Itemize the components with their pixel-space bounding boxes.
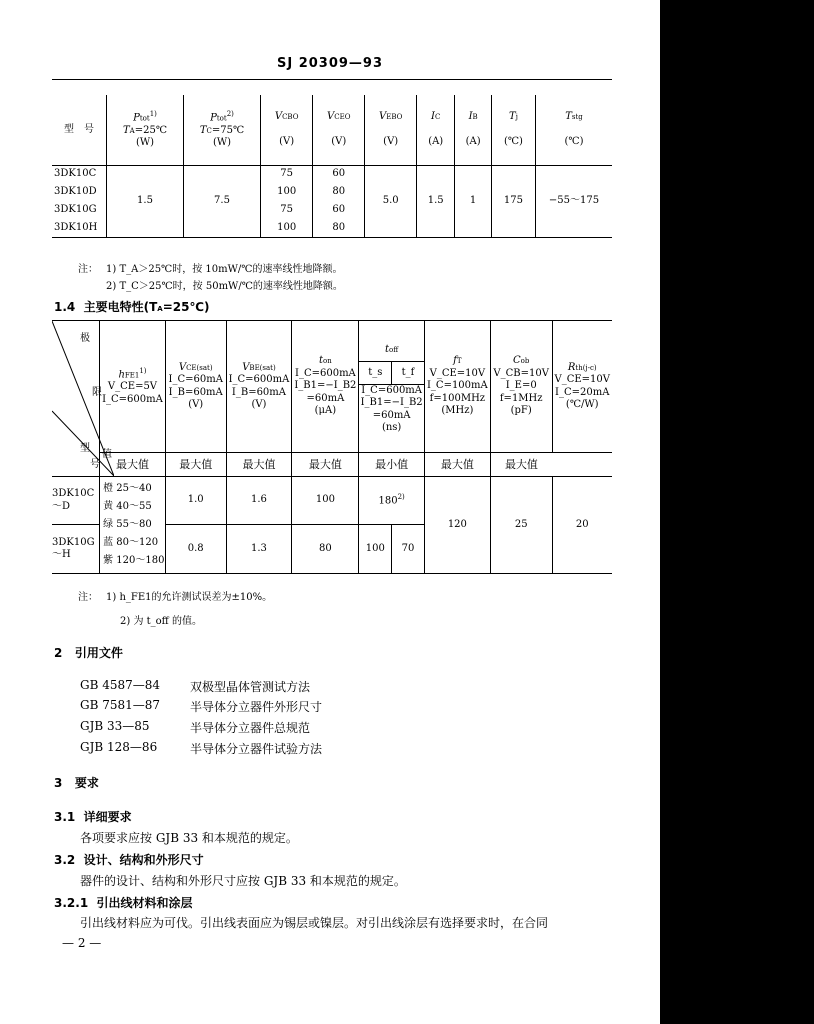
toff-header: toff t_s t_f I_C=600mA I_B1=−I_B2 =60mA (ns) [359,321,424,453]
vbesat-value: 1.6 [226,477,292,525]
ft-header: fT V_CE=10V I_C=100mA f=100MHz (MHz) [424,321,490,453]
type-header: 型 号 [52,95,107,165]
vbesat-value: 1.3 [226,525,292,574]
vcbo-header: VCBO (V) [261,95,313,165]
limit-label: 最大值 [165,453,226,477]
vcbo-value: 75 [261,165,313,183]
vceo-value: 80 [313,183,365,201]
note-2: 2) 为 t_off 的值。 [120,616,202,627]
vcesat-value: 0.8 [165,525,226,574]
section-3-2-heading: 3.2 设计、结构和外形尺寸 [54,853,204,867]
note-1: 1) h_FE1的允许测试误差为±10%。 [106,592,273,603]
hfe-bin: 黄 40～55 [103,501,152,512]
page-number: — 2 — [62,936,102,950]
ptot-a-value: 1.5 [107,165,184,237]
corner-cell [52,321,112,477]
vcbo-value: 75 [261,201,313,219]
ic-value: 1.5 [417,165,455,237]
note-label: 注： [78,264,98,275]
cob-header: Cob V_CB=10V I_E=0 f=1MHz (pF) [490,321,552,453]
ton-value: 100 [292,477,359,525]
characteristics-table [52,320,612,574]
hfe-bin: 紫 120～180 [103,555,165,566]
ratings-table [52,95,612,238]
type-range-1: 3DK10C～D [52,477,100,525]
ib-value: 1 [455,165,492,237]
ton-value: 80 [292,525,359,574]
vebo-value: 5.0 [365,165,417,237]
vceo-value: 80 [313,219,365,237]
ic-header: IC (A) [417,95,455,165]
toff-value: 180$^{2)}$ [359,477,424,525]
corner-label: 号 [90,459,100,470]
section-3-heading: 3 要求 [54,776,99,790]
limit-label: 最大值 [424,453,490,477]
cob-value: 25 [490,477,552,574]
ref-title: 半导体分立器件试验方法 [190,742,323,756]
vceo-header: VCEO (V) [313,95,365,165]
toff-split-value [359,525,424,574]
corner-label: 型 [80,443,90,454]
tf-label: t_f [401,366,415,378]
vcesat-value: 1.0 [165,477,226,525]
section-3-2-1-text: 引出线材料应为可伐。引出线表面应为锡层或镍层。对引出线涂层有选择要求时，在合同 [80,916,549,930]
section-3-1-heading: 3.1 详细要求 [54,810,132,824]
document-code: SJ 20309—93 [276,56,384,71]
rth-header: Rth(j-c) V_CE=10V I_C=20mA (℃/W) [552,321,612,453]
vceo-value: 60 [313,201,365,219]
ptot-c-header: Ptot$^{2)}$ TC=75℃ (W) [184,95,261,165]
vcbo-value: 100 [261,183,313,201]
section-3-1-text: 各项要求应按 GJB 33 和本规范的规定。 [80,831,298,845]
ptot-a-header: Ptot$^{1)}$ TA=25℃ (W) [107,95,184,165]
header-rule [52,79,612,80]
limit-label: 最小值 [359,453,424,477]
corner-label: 限 [92,387,102,398]
ton-header: ton I_C=600mA I_B1=−I_B2 =60mA (μA) [292,321,359,453]
section-3-2-1-heading: 3.2.1 引出线材料和涂层 [54,896,193,910]
limit-label: 最大值 [226,453,292,477]
limit-label: 最大值 [490,453,552,477]
hfe-header: hFE1$^{1)}$ V_CE=5V I_C=600mA [100,321,166,453]
section-1-4-heading: 1.4 主要电特性(TA=25℃) [54,300,210,314]
type-cell: 3DK10G [54,203,97,215]
ref-code: GJB 33—85 [80,719,150,733]
rth-value: 20 [552,477,612,574]
hfe-bin: 橙 25～40 [103,483,152,494]
vcbo-value: 100 [261,219,313,237]
section-2-heading: 2 引用文件 [54,646,123,660]
tstg-header: Tstg (℃) [536,95,613,165]
tstg-value: −55～175 [536,165,613,237]
ib-header: IB (A) [455,95,492,165]
ref-code: GJB 128—86 [80,740,158,754]
note-label: 注： [78,592,98,603]
ref-code: GB 4587—84 [80,678,161,692]
hfe-bin: 绿 55～80 [103,519,152,530]
corner-label: 极 [80,333,90,344]
vebo-header: VEBO (V) [365,95,417,165]
type-cell: 3DK10C [54,168,97,179]
ts-value: 100 [359,525,392,573]
tj-value: 175 [491,165,535,237]
ts-label: t_s [359,362,392,384]
corner-label: 值 [102,449,112,460]
ref-title: 双极型晶体管测试方法 [190,680,311,694]
ref-title: 半导体分立器件外形尺寸 [190,700,323,714]
tf-value: 70 [401,543,415,554]
note-1: 1) T_A＞25℃时，按 10mW/℃的速率线性地降额。 [106,264,343,275]
type-cell: 3DK10H [54,221,98,233]
limit-label: 最大值 [100,453,166,477]
ref-title: 半导体分立器件总规范 [190,721,311,735]
ptot-c-value: 7.5 [184,165,261,237]
section-3-2-text: 器件的设计、结构和外形尺寸应按 GJB 33 和本规范的规定。 [80,874,406,888]
vcesat-header: VCE(sat) I_C=60mA I_B=60mA (V) [165,321,226,453]
hfe-bin: 蓝 80～120 [103,537,159,548]
tj-header: Tj (℃) [491,95,535,165]
limit-label: 最大值 [292,453,359,477]
note-2: 2) T_C＞25℃时，按 50mW/℃的速率线性地降额。 [106,281,343,292]
vceo-value: 60 [313,165,365,183]
ref-code: GB 7581—87 [80,698,161,712]
type-range-2: 3DK10G～H [52,525,100,574]
ft-value: 120 [424,477,490,574]
vbesat-header: VBE(sat) I_C=600mA I_B=60mA (V) [226,321,292,453]
type-cell: 3DK10D [54,185,97,197]
hfe-bins [100,477,166,574]
